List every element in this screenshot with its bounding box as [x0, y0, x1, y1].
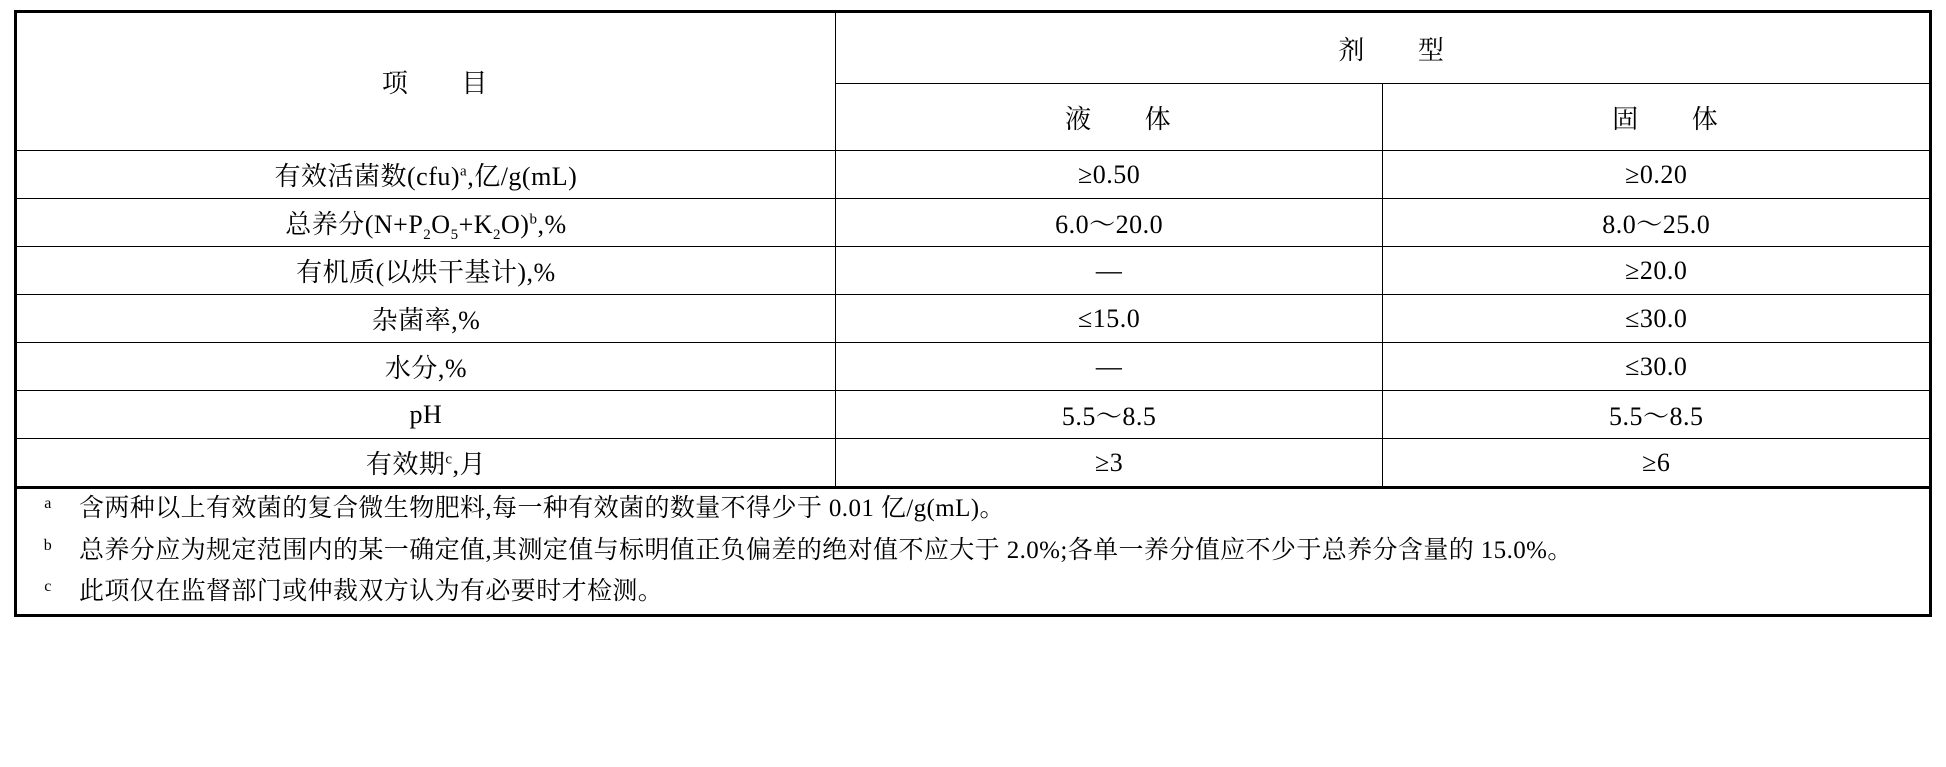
table-row — [16, 199, 1931, 247]
table-header-row-1 — [16, 12, 1931, 84]
table-row — [16, 151, 1931, 199]
row-solid-value: ≥0.20 — [1383, 151, 1931, 199]
row-liquid-value: 6.0～20.0 — [835, 199, 1383, 247]
row-item-label: 水分,% — [16, 343, 836, 391]
table-row — [16, 247, 1931, 295]
row-liquid-value: ≥3 — [835, 439, 1383, 488]
row-solid-value: ≤30.0 — [1383, 295, 1931, 343]
note-item — [17, 489, 1929, 529]
note-marker: a — [44, 495, 52, 512]
note-item — [17, 531, 1929, 571]
table-row — [16, 439, 1931, 488]
row-liquid-value: — — [835, 247, 1383, 295]
row-item-label: 总养分$(N+P_2O_5+K_2O)^b,\%$ — [16, 199, 836, 247]
row-item-label: 有机质(以烘干基计),% — [16, 247, 836, 295]
row-liquid-value: ≤15.0 — [835, 295, 1383, 343]
note-item — [17, 572, 1929, 612]
note-marker: c — [44, 578, 52, 595]
specification-table — [14, 10, 1932, 617]
table-row — [16, 295, 1931, 343]
table-row — [16, 343, 1931, 391]
row-liquid-value: 5.5～8.5 — [835, 391, 1383, 439]
row-item-label: 有效活菌数(cfu)$^a$,亿/g(mL) — [16, 151, 836, 199]
row-item-label: 有效期$^c$,月 — [16, 439, 836, 488]
row-solid-value: ≥20.0 — [1383, 247, 1931, 295]
note-text: 含两种以上有效菌的复合微生物肥料,每一种有效菌的数量不得少于 0.01 亿/g(mL)。 — [79, 495, 1005, 522]
header-liquid: 液 体 — [835, 84, 1383, 151]
row-solid-value: 5.5～8.5 — [1383, 391, 1931, 439]
header-solid: 固 体 — [1383, 84, 1931, 151]
row-liquid-value: — — [835, 343, 1383, 391]
table-notes — [16, 488, 1931, 616]
header-dosage-form: 剂 型 — [835, 12, 1930, 84]
row-solid-value: ≥6 — [1383, 439, 1931, 488]
row-solid-value: 8.0～25.0 — [1383, 199, 1931, 247]
note-marker: b — [43, 536, 53, 554]
table-notes-row — [16, 488, 1931, 616]
row-solid-value: ≤30.0 — [1383, 343, 1931, 391]
row-item-label: pH — [16, 391, 836, 439]
table-row — [16, 391, 1931, 439]
table-body — [16, 12, 1931, 616]
row-item-label: 杂菌率,% — [16, 295, 836, 343]
row-liquid-value: ≥0.50 — [835, 151, 1383, 199]
note-text: 总养分应为规定范围内的某一确定值,其测定值与标明值正负偏差的绝对值不应大于 2.0%;各单一养分值应不少于总养分含量的 15.0%。 — [79, 536, 1573, 564]
note-text: 此项仅在监督部门或仲裁双方认为有必要时才检测。 — [79, 578, 664, 605]
header-item: 项 目 — [16, 12, 836, 151]
